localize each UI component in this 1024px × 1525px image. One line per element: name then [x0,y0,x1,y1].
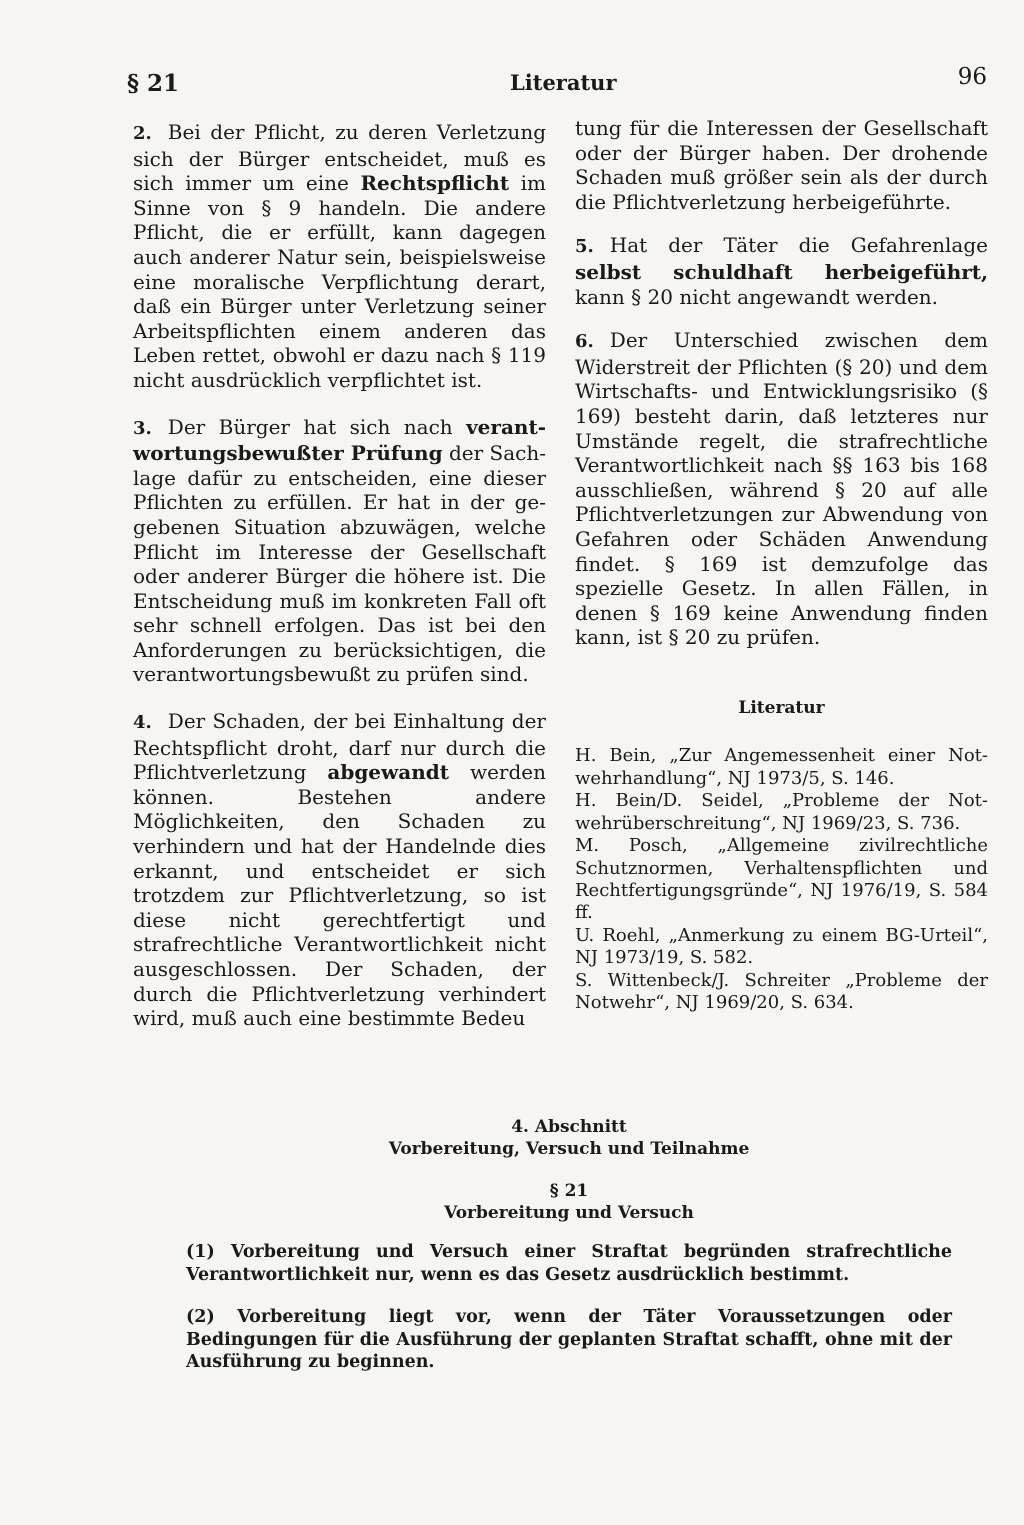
item-number: 3. [133,417,152,439]
page-number: 96 [957,64,987,90]
item-text: Der Schaden, der bei Einhaltung der Rechtspflicht droht, darf nur durch die Pflichtverletzung [133,709,546,785]
literature-entry: S. Wittenbeck/J. Schreiter „Probleme der Notwehr“, NJ 1969/20, S. 634. [575,969,988,1013]
chapter-label: 4. Abschnitt [511,1117,627,1137]
item-text: im Sinne von § 9 handeln. Die andere Pflicht, die er erfüllt, kann dagegen auch anderer Natur sein, beispielsweise eine moralische Verpflichtung derart, daß ein Bürger unter Verletzung seiner Arbeitspflichten einem anderen das Leben rettet, obwohl er dazu nach § 119 nicht ausdrücklich verpflichtet ist. [133,171,546,392]
commentary-item-3 [133,415,546,688]
item-emphasis: verantwortungsbewußter Prüfung [133,414,546,466]
literature-heading: Literatur [738,697,825,718]
chapter-title: Vorbereitung, Versuch und Teilnahme [388,1139,750,1159]
commentary-item-6 [575,328,988,650]
item-number: 4. [133,712,152,734]
literature-entry: M. Posch, „Allgemeine zivilrechtliche Schutznormen, Verhaltenspflichten und Rechtfertigungsgründe“, NJ 1976/19, S. 584 ff. [575,835,988,924]
item-text: der Sachlage dafür zu entscheiden, eine dieser Pflichten zu erfüllen. Er hat in der gegebenen Situation abzuwägen, welche Pflicht im Interesse der Gesellschaft oder anderer Bürger die höhere ist. Die Entscheidung muß im konkreten Fall oft sehr schnell erfolgen. Das ist bei den Anforderungen zu berücksichtigen, die verantwortungsbewußt zu prüfen sind. [133,441,547,687]
literature-entry: H. Bein, „Zur Angemessenheit einer Notwehrhandlung“, NJ 1973/5, S. 146. [575,745,988,789]
section-title: Vorbereitung und Versuch [444,1203,694,1223]
item-text: Hat der Täter die Gefahrenlage [609,233,988,258]
item-text: Der Bürger hat sich nach [167,414,467,439]
item-emphasis: abgewandt [327,760,449,785]
statute-section [186,1116,952,1374]
commentary-item-4-continued: tung für die Interessen der Gesellschaft oder der Bürger haben. Der drohende Schaden muß größer sein als der durch die Pflichtverletzung herbeigeführte. [575,116,988,214]
literature-list [575,745,988,1014]
item-number: 6. [575,331,594,353]
item-text: werden können. Bestehen andere Möglichkeiten, den Schaden zu verhindern und hat der Handelnde dies erkannt, und entscheidet er sich trotzdem zur Pflichtverletzung, so ist diese nicht gerechtfertigt und strafrechtliche Verantwortlichkeit nicht ausgeschlossen. Der Schaden, der durch die Pflichtverletzung verhindert wird, muß auch eine bestimmte Bedeu [133,760,546,1031]
item-number: 2. [133,123,152,144]
literature-entry: H. Bein/D. Seidel, „Probleme der Notwehrüberschreitung“, NJ 1969/23, S. 736. [575,790,988,834]
commentary-item-4 [133,709,546,1031]
commentary-item-2 [133,120,546,393]
statute-paragraph-1: (1) Vorbereitung und Versuch einer Straftat begründen strafrechtliche Verantwortlichkeit nur, wenn es das Gesetz ausdrücklich bestimmt. [186,1242,952,1285]
item-text: kann § 20 nicht angewandt werden. [575,284,939,309]
item-number: 5. [575,236,594,258]
item-text: Der Unterschied zwischen dem Widerstreit der Pflichten (§ 20) und dem Wirtschafts- und Entwicklungsrisiko (§ 169) besteht darin, daß letzteres nur Umstände regelt, die strafrechtliche Verantwortlichkeit nach §§ 163 bis 168 ausschließen, während § 20 auf alle Pflichtverletzungen zur Abwendung von Gefahren oder Schäden Anwendung findet. § 169 ist demzufolge das spezielle Gesetz. In allen Fällen, in denen § 169 keine Anwendung finden kann, ist § 20 zu prüfen. [575,328,988,650]
statute-paragraph-2: (2) Vorbereitung liegt vor, wenn der Täter Voraussetzungen oder Bedingungen für die Ausführung der geplanten Straftat schafft, ohne mit der Ausführung zu beginnen. [186,1307,952,1372]
header-title: Literatur [510,70,617,95]
item-emphasis: Rechtspflicht [360,171,510,196]
left-column [133,120,546,1031]
item-text: Bei der Pflicht, zu deren Verletzung sich der Bürger entscheidet, muß es sich immer um eine [133,120,546,196]
literature-entry: U. Roehl, „Anmerkung zu einem BG-Urteil“, NJ 1973/19, S. 582. [575,924,988,969]
page-header [127,64,987,104]
commentary-item-5 [575,233,988,309]
right-column [575,116,988,1014]
header-section-number: § 21 [127,70,180,97]
item-emphasis: selbst schuldhaft herbeigeführt, [575,259,988,284]
section-number: § 21 [549,1181,589,1201]
